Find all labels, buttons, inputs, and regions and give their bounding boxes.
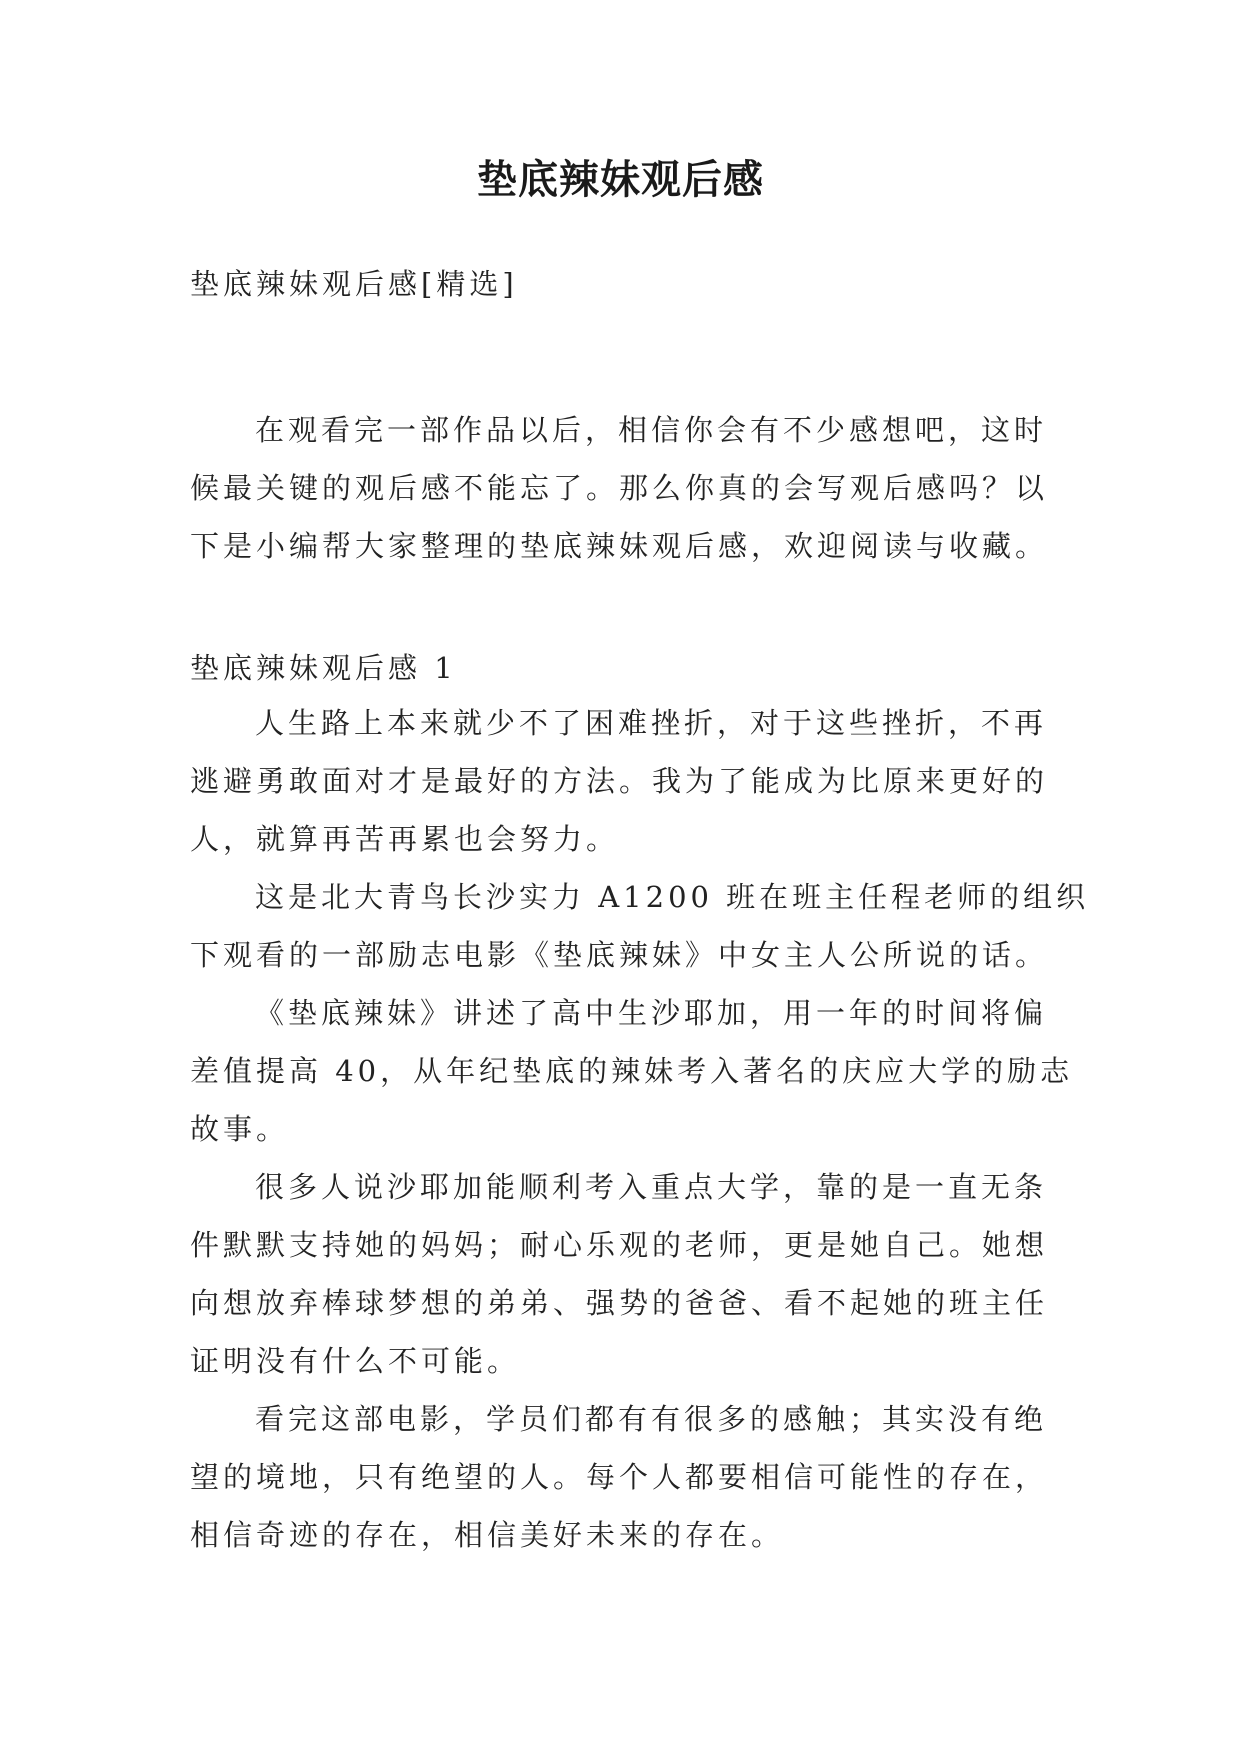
paragraph5-line-1: 看完这部电影，学员们都有有很多的感触；其实没有绝 [255, 1402, 1048, 1436]
document-subtitle: 垫底辣妹观后感[精选] [190, 267, 518, 301]
paragraph3-line-3: 故事。 [190, 1112, 290, 1146]
paragraph2-line-1: 这是北大青鸟长沙实力 A1200 班在班主任程老师的组织 [255, 880, 1090, 914]
paragraph2-line-2: 下观看的一部励志电影《垫底辣妹》中女主人公所说的话。 [190, 938, 1049, 972]
paragraph3-line-2: 差值提高 40，从年纪垫底的辣妹考入著名的庆应大学的励志 [190, 1054, 1074, 1088]
intro-line-2: 候最关键的观后感不能忘了。那么你真的会写观后感吗？以 [190, 471, 1049, 505]
paragraph4-line-1: 很多人说沙耶加能顺利考入重点大学，靠的是一直无条 [255, 1170, 1048, 1204]
paragraph5-line-2: 望的境地，只有绝望的人。每个人都要相信可能性的存在， [190, 1460, 1049, 1494]
intro-line-1: 在观看完一部作品以后，相信你会有不少感想吧，这时 [255, 413, 1048, 447]
section-heading: 垫底辣妹观后感 1 [190, 651, 457, 685]
paragraph1-line-1: 人生路上本来就少不了困难挫折，对于这些挫折，不再 [255, 706, 1048, 740]
paragraph4-line-4: 证明没有什么不可能。 [190, 1344, 521, 1378]
paragraph5-line-3: 相信奇迹的存在，相信美好未来的存在。 [190, 1518, 785, 1552]
paragraph1-line-2: 逃避勇敢面对才是最好的方法。我为了能成为比原来更好的 [190, 764, 1049, 798]
paragraph4-line-2: 件默默支持她的妈妈；耐心乐观的老师，更是她自己。她想 [190, 1228, 1049, 1262]
paragraph4-line-3: 向想放弃棒球梦想的弟弟、强势的爸爸、看不起她的班主任 [190, 1286, 1049, 1320]
document-title: 垫底辣妹观后感 [477, 157, 764, 203]
paragraph1-line-3: 人，就算再苦再累也会努力。 [190, 822, 620, 856]
intro-line-3: 下是小编帮大家整理的垫底辣妹观后感，欢迎阅读与收藏。 [190, 529, 1049, 563]
paragraph3-line-1: 《垫底辣妹》讲述了高中生沙耶加，用一年的时间将偏 [255, 996, 1048, 1030]
